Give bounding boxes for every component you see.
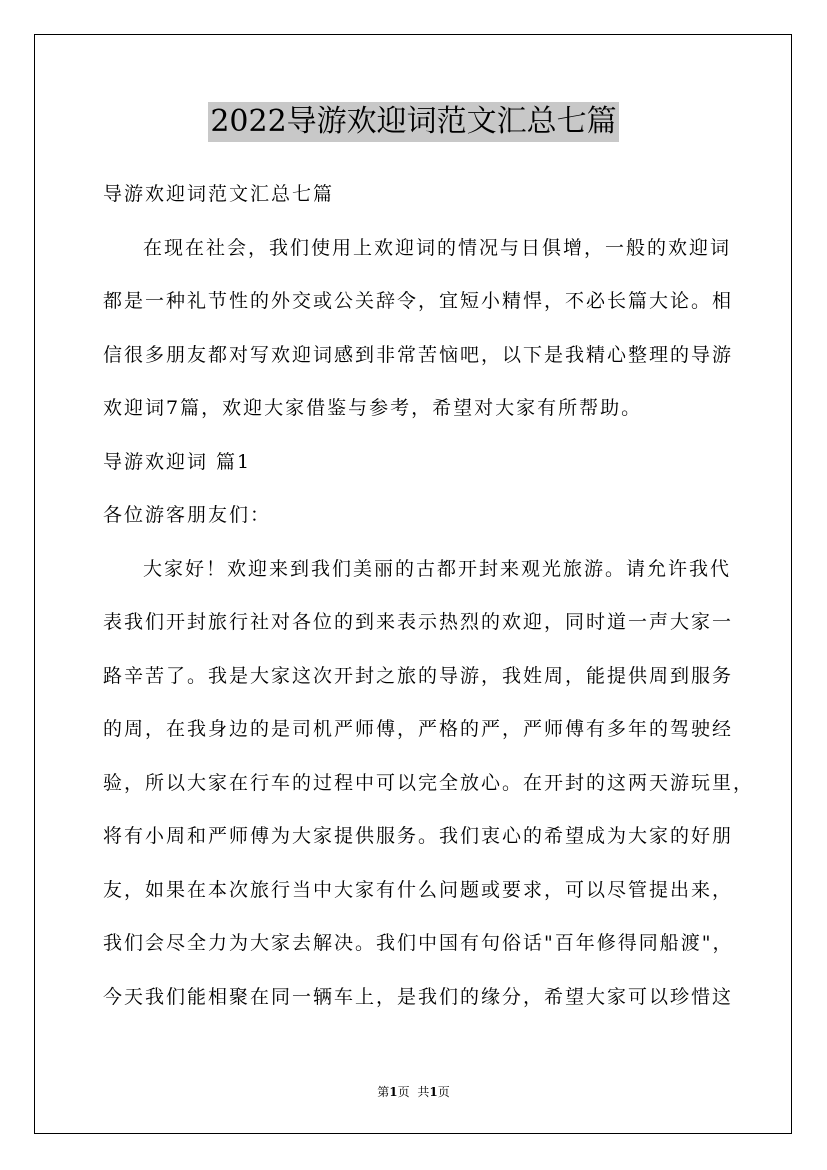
document-body: [103, 176, 755, 1032]
title-wrapper: [0, 102, 827, 142]
salutation: 各位游客朋友们：: [103, 504, 272, 526]
text-line: 大家好！欢迎来到我们美丽的古都开封来观光旅游。请允许我代: [143, 557, 732, 580]
text-line: 今天我们能相聚在同一辆车上，是我们的缘分，希望大家可以珍惜这: [103, 985, 734, 1008]
document-title: 2022导游欢迎词范文汇总七篇: [208, 102, 618, 142]
page-total: 1: [429, 1085, 438, 1099]
page-suffix: 页: [397, 1085, 410, 1099]
text-line: 友，如果在本次旅行当中大家有什么问题或要求，可以尽管提出来，: [103, 878, 734, 901]
total-prefix: 共: [417, 1085, 430, 1099]
page-current: 1: [389, 1085, 398, 1099]
text-line: 的周，在我身边的是司机严师傅，严格的严，严师傅有多年的驾驶经: [103, 718, 734, 740]
text-line: 将有小周和严师傅为大家提供服务。我们衷心的希望成为大家的好朋: [103, 825, 734, 847]
page-prefix: 第: [377, 1085, 390, 1099]
text-line: 在现在社会，我们使用上欢迎词的情况与日俱增，一般的欢迎词: [143, 236, 732, 259]
text-line: 欢迎词7篇，欢迎大家借鉴与参考，希望对大家有所帮助。: [103, 397, 643, 419]
text-line: 验，所以大家在行车的过程中可以完全放心。在开封的这两天游玩里，: [103, 771, 755, 794]
section-heading: 导游欢迎词 篇1: [103, 450, 252, 473]
total-suffix: 页: [437, 1085, 450, 1099]
text-line: 导游欢迎词范文汇总七篇: [103, 183, 335, 205]
page-footer: [0, 1084, 827, 1100]
text-line: 我们会尽全力为大家去解决。我们中国有句俗话"百年修得同船渡"，: [103, 932, 734, 954]
text-line: 路辛苦了。我是大家这次开封之旅的导游，我姓周，能提供周到服务: [103, 664, 734, 687]
text-line: 表我们开封旅行社对各位的到来表示热烈的欢迎，同时道一声大家一: [103, 611, 734, 633]
text-line: 都是一种礼节性的外交或公关辞令，宜短小精悍，不必长篇大论。相: [103, 290, 734, 312]
text-line: 信很多朋友都对写欢迎词感到非常苦恼吧，以下是我精心整理的导游: [103, 343, 734, 366]
